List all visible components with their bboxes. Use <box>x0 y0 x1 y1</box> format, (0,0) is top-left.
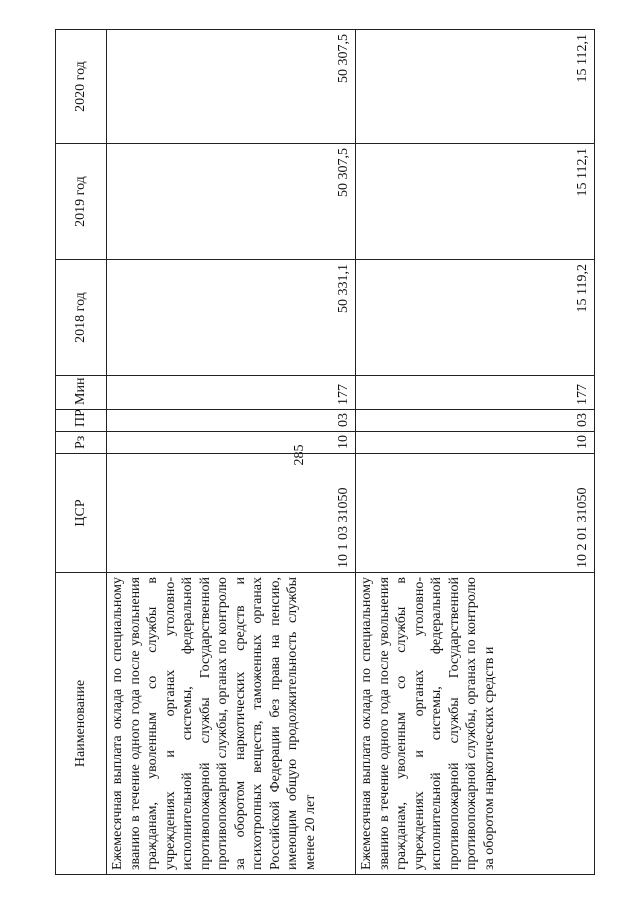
cell-csr: 10 1 03 31050 <box>107 454 356 573</box>
cell-2019: 50 307,5 <box>107 144 356 260</box>
cell-rz: 10 <box>107 432 356 454</box>
header-2019: 2019 год <box>56 144 107 260</box>
cell-2019: 15 112,1 <box>356 144 595 260</box>
header-pr: ПР <box>56 410 107 432</box>
cell-pr: 03 <box>356 410 595 432</box>
rotated-table-wrapper <box>55 30 607 875</box>
table-row <box>107 30 356 875</box>
header-2018: 2018 год <box>56 260 107 376</box>
cell-2020: 15 112,1 <box>356 30 595 144</box>
cell-2020: 50 307,5 <box>107 30 356 144</box>
cell-min: 177 <box>356 376 595 410</box>
header-name: Наименование <box>56 573 107 875</box>
cell-name: Ежемесячная выплата оклада по специальному званию в течение одного года после увольнения гражданам, уволенным со службы в учреждениях и органах уголовно-исполнительной системы, федеральной противопожарной службы Государственной противопожарной службы, органах по контролю за оборотом наркотических средств и <box>356 573 595 875</box>
cell-csr: 10 2 01 31050 <box>356 454 595 573</box>
cell-2018: 50 331,1 <box>107 260 356 376</box>
page-number: 285 <box>292 444 307 466</box>
cell-min: 177 <box>107 376 356 410</box>
cell-2018: 15 119,2 <box>356 260 595 376</box>
table-header-row <box>56 30 107 875</box>
cell-pr: 03 <box>107 410 356 432</box>
header-min: Мин <box>56 376 107 410</box>
table-row <box>356 30 595 875</box>
budget-table <box>55 29 595 875</box>
cell-name: Ежемесячная выплата оклада по специальному званию в течение одного года после увольнения гражданам, уволенным со службы в учреждениях и органах уголовно-исполнительной системы, федеральной противопожарной службы Государственной противопожарной службы, органах по контролю за оборотом наркотических средств и психотропных веществ, таможенных органах Российской Федерации без права на пенсию, имеющим общую продолжительность службы менее 20 лет <box>107 573 356 875</box>
header-2020: 2020 год <box>56 30 107 144</box>
header-csr: ЦСР <box>56 454 107 573</box>
cell-rz: 10 <box>356 432 595 454</box>
header-rz: Рз <box>56 432 107 454</box>
